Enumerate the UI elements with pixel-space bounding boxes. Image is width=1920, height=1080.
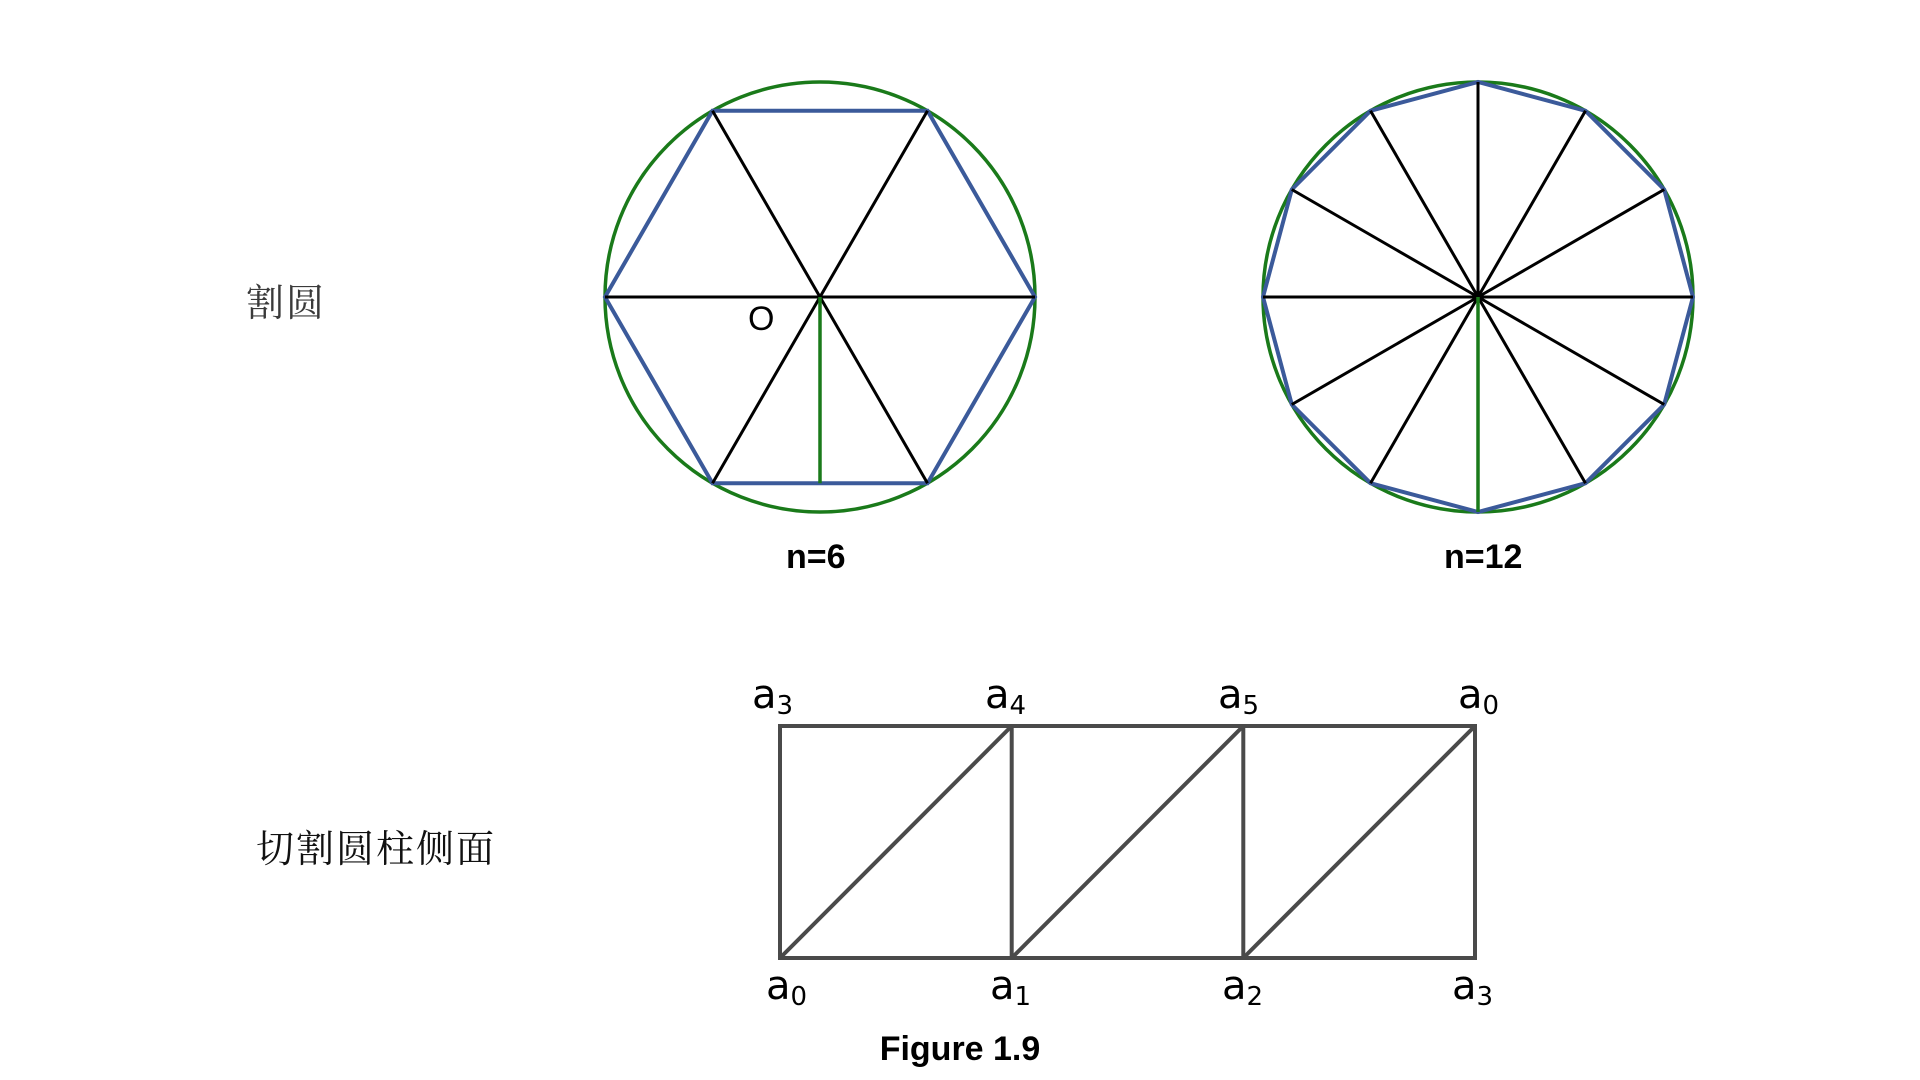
panel-diagonal-2 (1012, 726, 1244, 958)
row-label-cut-circle: 割圆 (246, 281, 327, 325)
hexagon-n-label: n=6 (786, 538, 846, 576)
vertex-label-top-2: $a_5$ (1218, 672, 1260, 721)
panel-diagonal-3 (1243, 726, 1475, 958)
vertex-label-bottom-2: $a_2$ (1222, 963, 1264, 1012)
vertex-sub-top-3: 0 (1482, 691, 1500, 721)
vertex-sub-top-2: 5 (1242, 691, 1260, 721)
vertex-sub-bottom-0: 0 (790, 982, 808, 1012)
dodecagon-diagram (1218, 47, 1738, 547)
vertex-label-bottom-3: $a_3$ (1452, 963, 1494, 1012)
vertex-label-bottom-0: $a_0$ (766, 963, 808, 1012)
hexagon-diagram (560, 47, 1080, 547)
vertex-sub-bottom-1: 1 (1014, 982, 1032, 1012)
vertex-label-top-0: $a_3$ (752, 672, 794, 721)
vertex-sub-top-1: 4 (1009, 691, 1027, 721)
row-label-cut-cylinder: 切割圆柱侧面 (256, 827, 497, 871)
vertex-label-top-3: $a_0$ (1458, 672, 1500, 721)
unrolled-cylinder-diagram (770, 716, 1490, 976)
panel-diagonal-1 (780, 726, 1012, 958)
vertex-label-top-1: $a_4$ (985, 672, 1027, 721)
vertex-sub-bottom-3: 3 (1476, 982, 1494, 1012)
vertex-label-bottom-1: $a_1$ (990, 963, 1032, 1012)
center-point-label: O (748, 300, 775, 338)
vertex-sub-top-0: 3 (776, 691, 794, 721)
vertex-sub-bottom-2: 2 (1246, 982, 1264, 1012)
figure-caption: Figure 1.9 (879, 1030, 1041, 1068)
dodecagon-n-label: n=12 (1444, 538, 1523, 576)
